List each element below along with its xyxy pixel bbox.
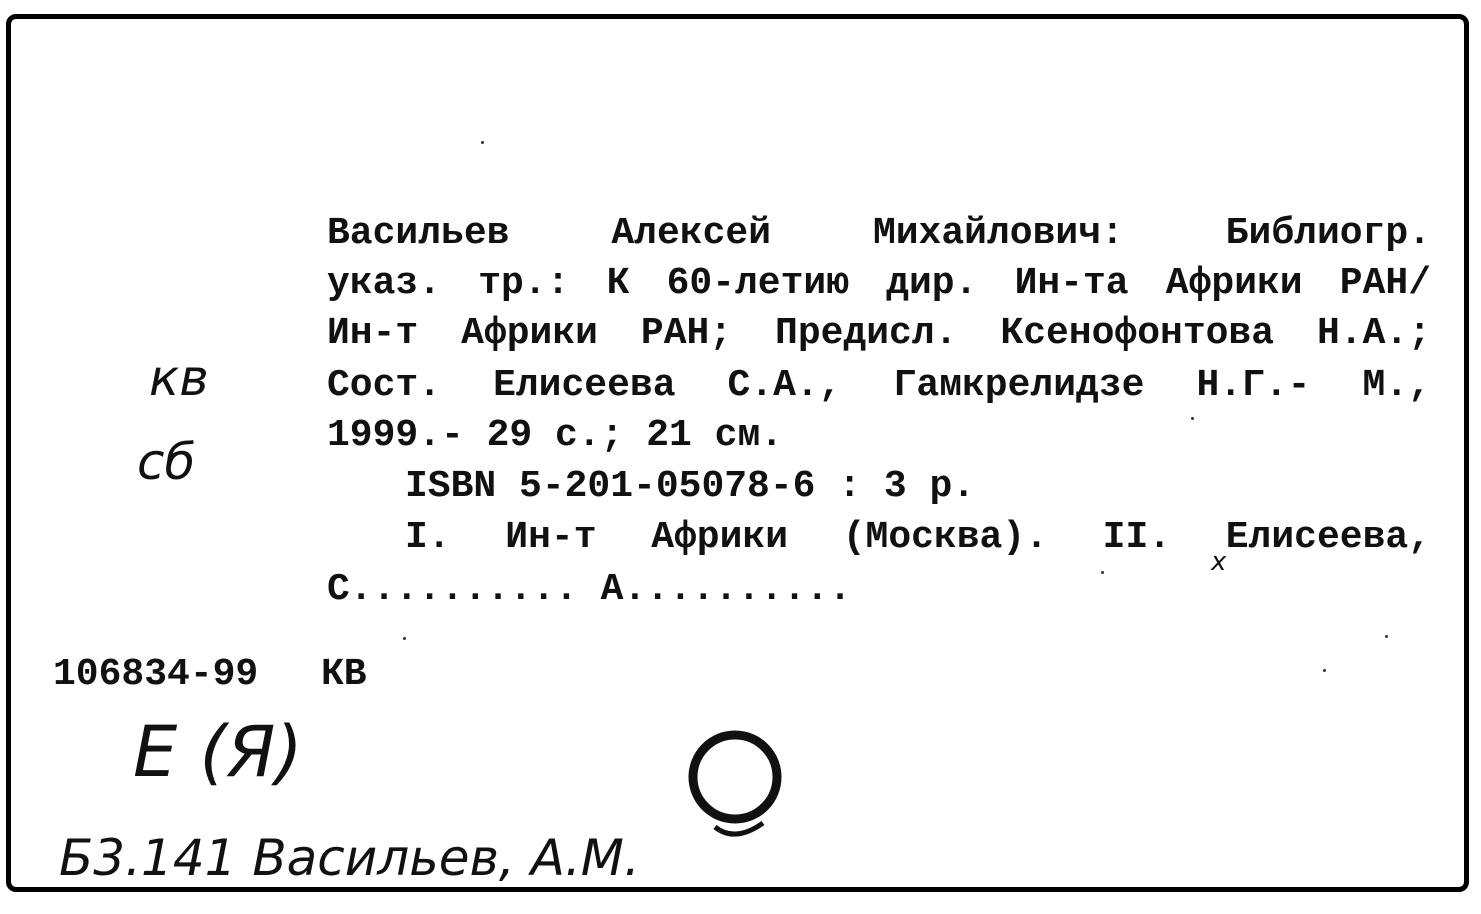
- handwritten-class-mark: Е (Я): [133, 711, 303, 793]
- entry-line-3: [327, 312, 1431, 355]
- entry-word: Васильев: [327, 212, 510, 255]
- entry-word: Ин-т: [327, 312, 419, 355]
- entry-word: Ксенофонтова: [1000, 312, 1275, 355]
- entry-word: Библиогр.: [1225, 212, 1431, 255]
- entry-word: РАН;: [640, 312, 733, 355]
- tracing-word: I.: [405, 516, 451, 559]
- speck: [481, 141, 484, 144]
- speck: [1323, 669, 1326, 672]
- entry-word: Африки: [461, 312, 598, 355]
- entry-word: Ин-та: [1014, 262, 1129, 305]
- entry-word: Елисеева: [493, 364, 676, 407]
- tracing-word: Африки: [651, 516, 789, 559]
- entry-word: 60-летию: [666, 262, 850, 305]
- speck: [1101, 571, 1104, 574]
- tracing-word: Ин-т: [505, 516, 597, 559]
- entry-word: Предисл.: [775, 312, 958, 355]
- handwritten-margin-bottom: сб: [137, 433, 196, 491]
- speck: [403, 637, 406, 640]
- entry-word: дир.: [886, 262, 978, 305]
- entry-word: Н.А.;: [1316, 312, 1431, 355]
- tracing-word: (Москва).: [842, 516, 1048, 559]
- tracing-line-1: [405, 516, 1431, 559]
- tracing-line-2: С.......... А..........: [327, 568, 852, 611]
- tracing-word: II.: [1102, 516, 1172, 559]
- entry-word: Африки: [1165, 262, 1303, 305]
- entry-word: Гамкрелидзе: [893, 364, 1145, 407]
- speck: [1385, 635, 1388, 638]
- entry-line-2: [327, 262, 1431, 305]
- entry-word: указ.: [327, 262, 442, 305]
- entry-word: М.,: [1362, 364, 1431, 407]
- entry-line-1: [327, 212, 1431, 255]
- handwritten-shelf-line: Б3.141 Васильев, А.М.: [59, 829, 640, 887]
- entry-word: Сост.: [327, 364, 442, 407]
- stamp-circle-icon: [679, 719, 791, 847]
- entry-word: Н.Г.-: [1196, 364, 1311, 407]
- entry-word: С.А.,: [727, 364, 842, 407]
- entry-word: Михайлович:: [872, 212, 1124, 255]
- tracing-word: Елисеева,: [1225, 516, 1431, 559]
- speck: [1191, 417, 1194, 420]
- entry-line-4: [327, 364, 1431, 407]
- handwritten-check-mark: x: [1211, 547, 1227, 577]
- entry-word: К: [606, 262, 630, 305]
- entry-word: Алексей: [611, 212, 772, 255]
- catalog-card: [6, 14, 1469, 892]
- entry-word: РАН/: [1339, 262, 1431, 305]
- handwritten-margin-top: кв: [149, 349, 209, 407]
- isbn-line: ISBN 5-201-05078-6 : 3 р.: [405, 465, 976, 508]
- entry-word: тр.:: [478, 262, 570, 305]
- entry-line-5: 1999.- 29 с.; 21 см.: [327, 414, 784, 457]
- accession-mark: КВ: [321, 653, 367, 696]
- accession-number: 106834-99: [53, 653, 259, 696]
